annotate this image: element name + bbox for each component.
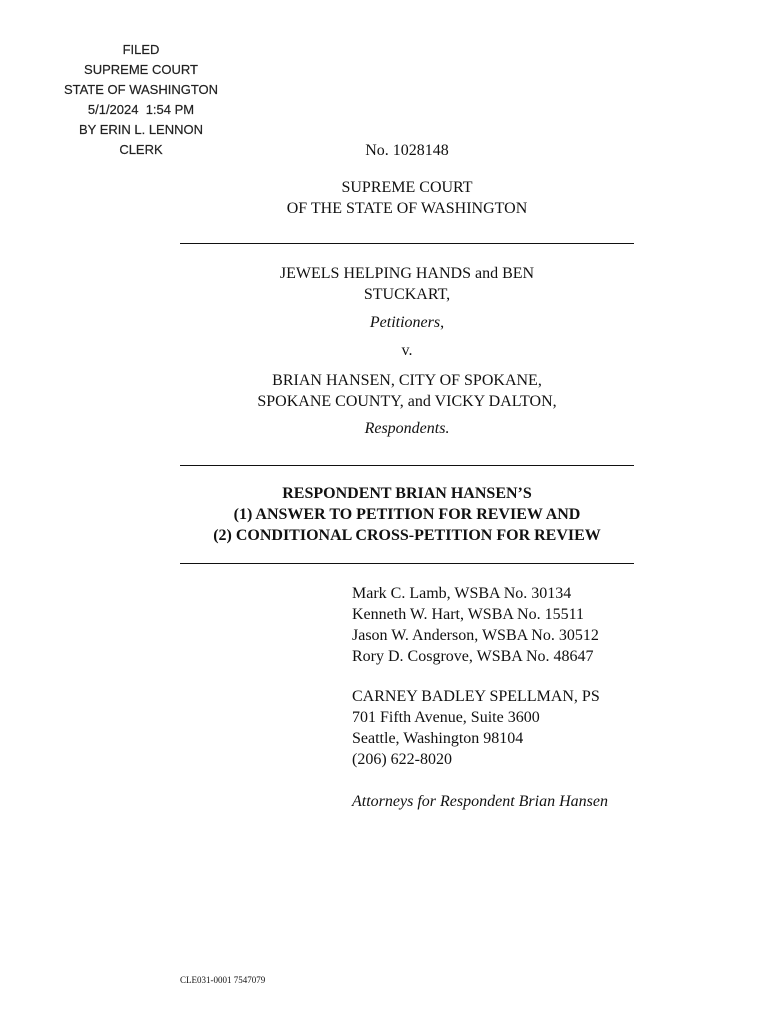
stamp-line: FILED: [122, 42, 160, 57]
petitioners-line-2: STUCKART,: [363, 286, 451, 303]
respondents-line-1: BRIAN HANSEN, CITY OF SPOKANE,: [272, 372, 542, 389]
firm-address-1: 701 Fifth Avenue, Suite 3600: [352, 709, 540, 726]
case-number: No. 1028148: [365, 142, 449, 159]
attorney-entry: Rory D. Cosgrove, WSBA No. 48647: [352, 648, 594, 665]
attorney-entry: Mark C. Lamb, WSBA No. 30134: [352, 585, 572, 602]
court-line-2: OF THE STATE OF WASHINGTON: [286, 200, 528, 217]
petitioners-line-1: JEWELS HELPING HANDS and BEN: [279, 265, 535, 282]
court-line-1: SUPREME COURT: [341, 179, 473, 196]
petitioners-role-label: Petitioners: [369, 314, 441, 331]
court-name: [180, 177, 634, 219]
firm-phone: (206) 622-8020: [352, 751, 452, 768]
attorneys-for: Attorneys for Respondent Brian Hansen: [352, 793, 608, 810]
title-line-2: (1) ANSWER TO PETITION FOR REVIEW AND: [233, 506, 581, 523]
document-title: [180, 483, 634, 546]
divider-rule: [180, 465, 634, 466]
stamp-line: SUPREME COURT: [84, 62, 198, 77]
stamp-line: 5/1/2024 1:54 PM: [87, 102, 195, 117]
attorney-entry: Jason W. Anderson, WSBA No. 30512: [352, 627, 599, 644]
footer-code: CLE031-0001 7547079: [180, 975, 266, 985]
stamp-line: BY ERIN L. LENNON: [78, 122, 204, 137]
petitioners-names: [180, 263, 634, 305]
versus: v.: [401, 342, 413, 359]
respondents-line-2: SPOKANE COUNTY, and VICKY DALTON,: [257, 393, 557, 410]
title-line-1: RESPONDENT BRIAN HANSEN’S: [282, 485, 532, 502]
title-line-3: (2) CONDITIONAL CROSS-PETITION FOR REVIEW: [213, 527, 601, 544]
stamp-line: STATE OF WASHINGTON: [63, 82, 219, 97]
respondents-names: [180, 370, 634, 412]
petitioners-role-punct: ,: [440, 314, 445, 331]
petitioners-role: [180, 314, 634, 332]
attorney-list: [352, 583, 599, 667]
stamp-line: CLERK: [119, 142, 163, 157]
divider-rule: [180, 243, 634, 244]
attorney-entry: Kenneth W. Hart, WSBA No. 15511: [352, 606, 584, 623]
firm-address-2: Seattle, Washington 98104: [352, 730, 524, 747]
divider-rule: [180, 563, 634, 564]
firm-block: [352, 686, 600, 770]
respondents-role: Respondents.: [364, 420, 450, 437]
firm-name: CARNEY BADLEY SPELLMAN, PS: [352, 688, 600, 705]
